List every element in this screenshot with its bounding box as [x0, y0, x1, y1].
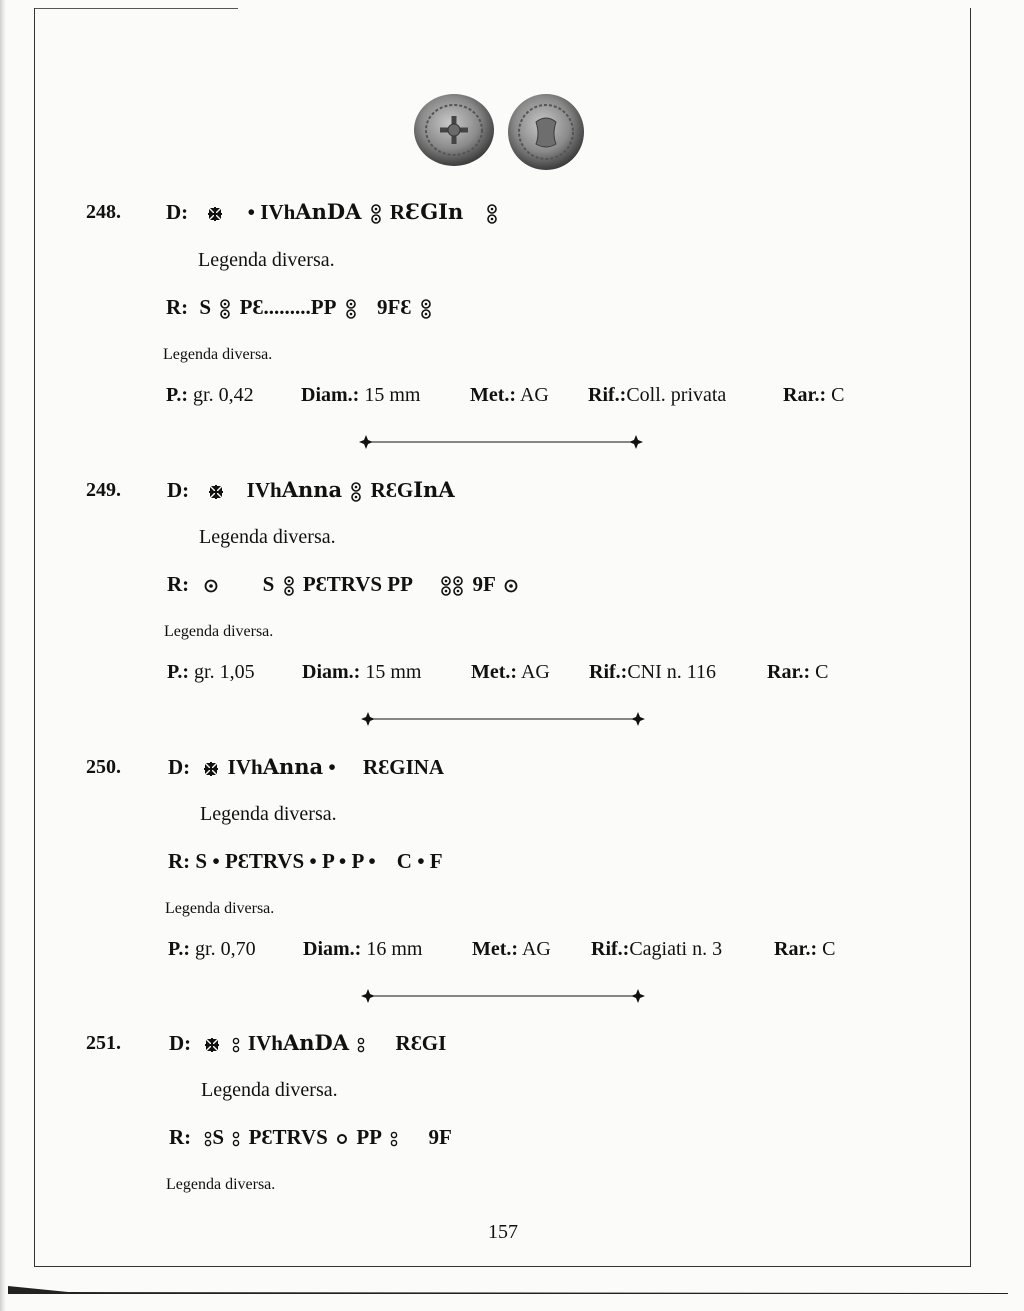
- obverse-note: Legenda diversa.: [200, 803, 337, 825]
- legend-part: S: [199, 295, 212, 319]
- annulet-icon: [504, 579, 518, 593]
- coin-meta-weight: [167, 661, 255, 684]
- reference-label: Rif.:: [589, 661, 628, 683]
- annulets-icon: [370, 204, 382, 224]
- coin-meta-ref: [588, 384, 726, 407]
- annulets-icon: [486, 204, 498, 224]
- annulets-icon: [350, 482, 362, 502]
- obverse-note: Legenda diversa.: [198, 249, 335, 271]
- coin-meta-ref: [589, 661, 716, 684]
- metal-value: AG: [520, 661, 550, 683]
- reference-label: Rif.:: [588, 384, 627, 406]
- coin-obverse: [414, 94, 494, 166]
- coin-meta-diam: [302, 661, 421, 684]
- legend-part: 9FƐ: [376, 295, 412, 319]
- weight-label: P.:: [166, 384, 189, 406]
- separator-ornament: [360, 988, 646, 1004]
- rarity-value: C: [831, 384, 845, 406]
- rarity-label: Rar.:: [774, 938, 818, 960]
- legend-part: AnDA: [282, 1030, 350, 1055]
- reverse-legend: [168, 849, 443, 874]
- catalog-entry-249: [0, 479, 1024, 729]
- legend-part: S: [262, 572, 275, 596]
- legend-part: R: [389, 200, 406, 224]
- legend-part: IVh: [227, 755, 263, 779]
- coin-meta-rarity: [774, 938, 836, 961]
- legend-part: •: [328, 755, 336, 779]
- reverse-label: R:: [169, 1125, 192, 1149]
- ring-icon: [336, 1133, 348, 1145]
- coin-meta-rarity: [783, 384, 845, 407]
- coin-meta-metal: [472, 938, 551, 961]
- annulets-icon: [420, 299, 432, 319]
- legend-part: In: [438, 199, 464, 224]
- legend-part: PP: [356, 1125, 382, 1149]
- legend-part: RƐGINA: [363, 755, 445, 779]
- reference-label: Rif.:: [591, 938, 630, 960]
- metal-label: Met.:: [470, 384, 517, 406]
- legend-part: 9F: [428, 1125, 452, 1149]
- legend-part: PƐ.........PP: [239, 295, 337, 319]
- cross-pattee-icon: [208, 484, 224, 500]
- coin-meta-diam: [301, 384, 420, 407]
- reverse-note: Legenda diversa.: [166, 1176, 276, 1193]
- rarity-value: C: [815, 661, 829, 683]
- small-annulets-icon: [232, 1037, 240, 1053]
- weight-label: P.:: [167, 661, 190, 683]
- metal-label: Met.:: [472, 938, 519, 960]
- diameter-label: Diam.:: [301, 384, 360, 406]
- coin-meta-ref: [591, 938, 722, 961]
- reverse-note: Legenda diversa.: [165, 900, 275, 917]
- diameter-label: Diam.:: [302, 661, 361, 683]
- coin-meta-metal: [471, 661, 550, 684]
- legend-part: 9F: [472, 572, 496, 596]
- legend-part: RƐGI: [395, 1031, 447, 1055]
- reference-value: Coll. privata: [626, 384, 727, 406]
- annulets-icon: [452, 576, 464, 596]
- weight-label: P.:: [168, 938, 191, 960]
- obverse-legend: [169, 1030, 446, 1056]
- legend-part: Anna: [281, 477, 343, 502]
- rarity-value: C: [822, 938, 836, 960]
- weight-value: gr. 0,42: [193, 384, 254, 406]
- small-annulets-icon: [232, 1131, 240, 1147]
- annulet-icon: [204, 579, 218, 593]
- entry-number: 251.: [86, 1032, 121, 1054]
- small-annulets-icon: [390, 1131, 398, 1147]
- legend-part: PƐTRVS: [248, 1125, 328, 1149]
- annulets-icon: [345, 299, 357, 319]
- legend-part: PƐTRVS PP: [302, 572, 413, 596]
- separator-ornament: [358, 434, 644, 450]
- reverse-legend: [169, 1125, 452, 1150]
- reverse-label: R:: [166, 295, 189, 319]
- catalog-entry-250: [0, 756, 1024, 1006]
- reference-value: CNI n. 116: [627, 661, 717, 683]
- diameter-value: 15 mm: [364, 384, 421, 406]
- obverse-note: Legenda diversa.: [201, 1079, 338, 1101]
- obverse-legend: [166, 199, 501, 225]
- metal-value: AG: [519, 384, 549, 406]
- rarity-label: Rar.:: [783, 384, 827, 406]
- legend-part: ƐG: [405, 199, 439, 224]
- coin-meta-weight: [168, 938, 256, 961]
- legend-part: IVh: [246, 478, 282, 502]
- obverse-label: D:: [169, 1031, 192, 1055]
- legend-part: S: [212, 1125, 225, 1149]
- coin-meta-metal: [470, 384, 549, 407]
- annulets-icon: [440, 576, 452, 596]
- weight-value: gr. 1,05: [194, 661, 255, 683]
- obverse-label: D:: [166, 200, 189, 224]
- small-annulets-icon: [357, 1037, 365, 1053]
- legend-part: InA: [413, 477, 455, 502]
- scan-bottom-shadow: [8, 1286, 1008, 1294]
- coin-meta-rarity: [767, 661, 829, 684]
- entry-number: 250.: [86, 756, 121, 778]
- diameter-value: 15 mm: [365, 661, 422, 683]
- diameter-value: 16 mm: [366, 938, 423, 960]
- metal-value: AG: [521, 938, 551, 960]
- separator-ornament: [360, 711, 646, 727]
- annulets-icon: [219, 299, 231, 319]
- reverse-note: Legenda diversa.: [163, 346, 273, 363]
- legend-part: AnDA: [295, 199, 362, 224]
- legend-part: IVh: [247, 1031, 283, 1055]
- reverse-legend: [166, 295, 435, 320]
- obverse-legend: [167, 477, 455, 503]
- reverse-label: R:: [167, 572, 190, 596]
- obverse-label: D:: [168, 755, 191, 779]
- rarity-label: Rar.:: [767, 661, 811, 683]
- entry-number: 248.: [86, 201, 121, 223]
- catalog-entry-248: [0, 201, 1024, 451]
- coin-meta: [166, 384, 254, 407]
- catalog-entry-251: [0, 1032, 1024, 1282]
- obverse-legend: [168, 754, 444, 780]
- page-number: 157: [488, 1221, 518, 1243]
- reference-value: Cagiati n. 3: [629, 938, 723, 960]
- coin-meta-diam: [303, 938, 422, 961]
- legend-part: S • PƐTRVS • P • P • C • F: [195, 849, 443, 873]
- legend-part: RƐG: [370, 478, 414, 502]
- cross-pattee-icon: [204, 1037, 220, 1053]
- obverse-note: Legenda diversa.: [199, 526, 336, 548]
- annulets-icon: [283, 576, 295, 596]
- coin-photo: [410, 88, 590, 176]
- cross-pattee-icon: [203, 761, 219, 777]
- diameter-label: Diam.:: [303, 938, 362, 960]
- cross-pattee-icon: [207, 206, 223, 222]
- reverse-label: R:: [168, 849, 191, 873]
- reverse-note: Legenda diversa.: [164, 623, 274, 640]
- obverse-label: D:: [167, 478, 190, 502]
- weight-value: gr. 0,70: [195, 938, 256, 960]
- legend-part: Anna: [262, 754, 324, 779]
- coin-reverse: [508, 94, 584, 170]
- entry-number: 249.: [86, 479, 121, 501]
- metal-label: Met.:: [471, 661, 518, 683]
- legend-part: • IVh: [247, 200, 296, 224]
- reverse-legend: [167, 572, 521, 597]
